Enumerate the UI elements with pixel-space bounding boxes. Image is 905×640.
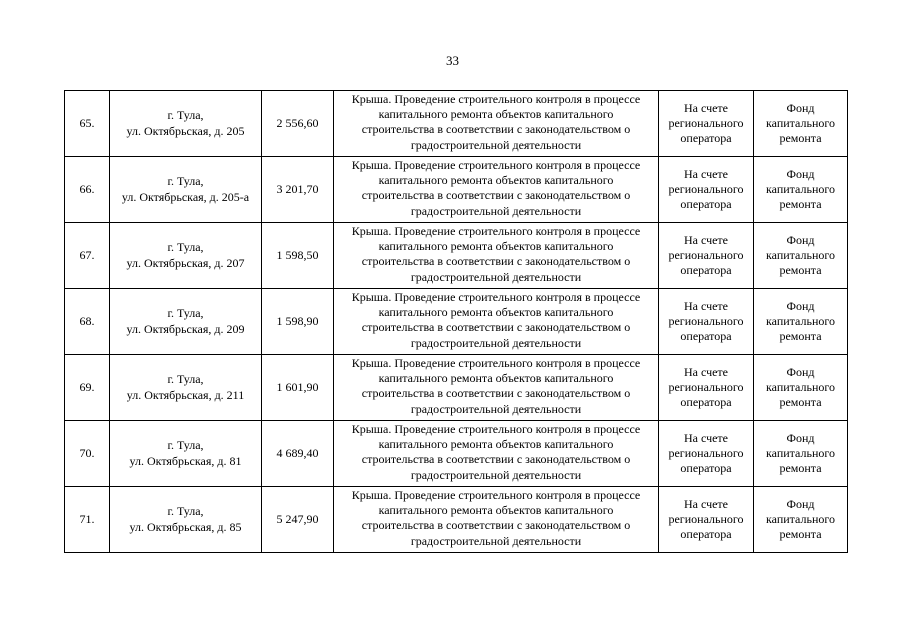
funding-source-line: капитального bbox=[766, 313, 835, 328]
funding-source-cell bbox=[754, 487, 848, 553]
work-description-line: Крыша. Проведение строительного контроля в процессе bbox=[351, 356, 641, 370]
table-row bbox=[65, 223, 848, 289]
area-cell bbox=[262, 91, 334, 157]
table-row bbox=[65, 91, 848, 157]
account-method-line: оператора bbox=[680, 131, 732, 146]
account-method-cell bbox=[659, 157, 754, 223]
funding-source-line: Фонд bbox=[786, 100, 815, 115]
work-description-line: Крыша. Проведение строительного контроля в процессе bbox=[351, 224, 641, 238]
account-method-line: На счете bbox=[683, 298, 728, 313]
table-body bbox=[65, 91, 848, 553]
account-method-line: На счете bbox=[683, 166, 728, 181]
work-description-line: строительства в соответствии с законодательством о bbox=[361, 188, 631, 203]
funding-source-line: Фонд bbox=[786, 298, 815, 313]
row-number-cell bbox=[65, 157, 110, 223]
address-city: г. Тула, bbox=[167, 306, 204, 321]
work-description-line: градостроительной деятельности bbox=[410, 467, 582, 482]
work-description-line: капитального ремонта объектов капитального bbox=[378, 305, 614, 320]
work-description-cell bbox=[334, 157, 659, 223]
row-number-cell bbox=[65, 223, 110, 289]
work-description-line: капитального ремонта объектов капитального bbox=[378, 107, 614, 122]
address-cell bbox=[110, 289, 262, 355]
area-cell bbox=[262, 223, 334, 289]
work-description-line: капитального ремонта объектов капитального bbox=[378, 173, 614, 188]
account-method-cell bbox=[659, 355, 754, 421]
funding-source-cell bbox=[754, 421, 848, 487]
address-city: г. Тула, bbox=[167, 504, 204, 519]
area-value: 4 689,40 bbox=[276, 445, 319, 460]
row-number: 70. bbox=[79, 445, 95, 460]
work-description-line: градостроительной деятельности bbox=[410, 203, 582, 218]
address-street: ул. Октябрьская, д. 211 bbox=[126, 387, 245, 402]
work-description-line: градостроительной деятельности bbox=[410, 335, 582, 350]
address-street: ул. Октябрьская, д. 205 bbox=[126, 123, 245, 138]
address-street: ул. Октябрьская, д. 81 bbox=[129, 453, 242, 468]
account-method-line: оператора bbox=[680, 329, 732, 344]
funding-source-line: Фонд bbox=[786, 364, 815, 379]
work-description-line: Крыша. Проведение строительного контроля в процессе bbox=[351, 488, 641, 502]
address-cell bbox=[110, 355, 262, 421]
work-description-line: Крыша. Проведение строительного контроля в процессе bbox=[351, 158, 641, 172]
row-number-cell bbox=[65, 421, 110, 487]
funding-source-cell bbox=[754, 289, 848, 355]
address-city: г. Тула, bbox=[167, 108, 204, 123]
row-number: 65. bbox=[79, 115, 95, 130]
work-description-line: строительства в соответствии с законодательством о bbox=[361, 386, 631, 401]
account-method-line: регионального bbox=[668, 181, 744, 196]
address-street: ул. Октябрьская, д. 85 bbox=[129, 519, 242, 534]
row-number-cell bbox=[65, 487, 110, 553]
row-number: 71. bbox=[79, 511, 95, 526]
capital-repair-table bbox=[64, 90, 848, 553]
address-city: г. Тула, bbox=[167, 372, 204, 387]
address-street: ул. Октябрьская, д. 207 bbox=[126, 255, 245, 270]
area-value: 1 601,90 bbox=[276, 379, 319, 394]
work-description-line: градостроительной деятельности bbox=[410, 269, 582, 284]
address-cell bbox=[110, 157, 262, 223]
area-cell bbox=[262, 157, 334, 223]
row-number-cell bbox=[65, 355, 110, 421]
address-street: ул. Октябрьская, д. 209 bbox=[126, 321, 245, 336]
row-number: 67. bbox=[79, 247, 95, 262]
account-method-cell bbox=[659, 421, 754, 487]
row-number-cell bbox=[65, 289, 110, 355]
address-city: г. Тула, bbox=[167, 240, 204, 255]
funding-source-line: ремонта bbox=[779, 131, 822, 146]
funding-source-cell bbox=[754, 91, 848, 157]
row-number-cell bbox=[65, 91, 110, 157]
funding-source-line: капитального bbox=[766, 115, 835, 130]
account-method-line: оператора bbox=[680, 197, 732, 212]
funding-source-line: ремонта bbox=[779, 263, 822, 278]
funding-source-cell bbox=[754, 223, 848, 289]
work-description-cell bbox=[334, 289, 659, 355]
area-value: 1 598,90 bbox=[276, 313, 319, 328]
work-description-cell bbox=[334, 223, 659, 289]
work-description-line: градостроительной деятельности bbox=[410, 137, 582, 152]
work-description-line: строительства в соответствии с законодательством о bbox=[361, 254, 631, 269]
funding-source-line: капитального bbox=[766, 379, 835, 394]
work-description-line: градостроительной деятельности bbox=[410, 401, 582, 416]
account-method-line: регионального bbox=[668, 511, 744, 526]
table-row bbox=[65, 421, 848, 487]
area-cell bbox=[262, 289, 334, 355]
work-description-line: капитального ремонта объектов капитального bbox=[378, 437, 614, 452]
account-method-cell bbox=[659, 487, 754, 553]
account-method-line: На счете bbox=[683, 364, 728, 379]
funding-source-line: ремонта bbox=[779, 527, 822, 542]
work-description-line: градостроительной деятельности bbox=[410, 533, 582, 548]
address-street: ул. Октябрьская, д. 205-а bbox=[121, 189, 250, 204]
work-description-line: строительства в соответствии с законодательством о bbox=[361, 320, 631, 335]
funding-source-cell bbox=[754, 355, 848, 421]
account-method-line: оператора bbox=[680, 527, 732, 542]
account-method-line: регионального bbox=[668, 379, 744, 394]
area-value: 2 556,60 bbox=[276, 115, 319, 130]
work-description-line: Крыша. Проведение строительного контроля в процессе bbox=[351, 92, 641, 106]
funding-source-line: ремонта bbox=[779, 197, 822, 212]
area-cell bbox=[262, 421, 334, 487]
work-description-cell bbox=[334, 355, 659, 421]
work-description-line: капитального ремонта объектов капитального bbox=[378, 503, 614, 518]
area-cell bbox=[262, 487, 334, 553]
area-value: 1 598,50 bbox=[276, 247, 319, 262]
funding-source-cell bbox=[754, 157, 848, 223]
account-method-cell bbox=[659, 223, 754, 289]
address-cell bbox=[110, 223, 262, 289]
account-method-line: оператора bbox=[680, 461, 732, 476]
funding-source-line: капитального bbox=[766, 247, 835, 262]
work-description-line: Крыша. Проведение строительного контроля в процессе bbox=[351, 422, 641, 436]
table-row bbox=[65, 355, 848, 421]
row-number: 69. bbox=[79, 379, 95, 394]
funding-source-line: Фонд bbox=[786, 166, 815, 181]
funding-source-line: капитального bbox=[766, 511, 835, 526]
address-cell bbox=[110, 487, 262, 553]
account-method-line: На счете bbox=[683, 100, 728, 115]
row-number: 68. bbox=[79, 313, 95, 328]
work-description-cell bbox=[334, 421, 659, 487]
account-method-cell bbox=[659, 91, 754, 157]
area-cell bbox=[262, 355, 334, 421]
account-method-line: регионального bbox=[668, 313, 744, 328]
work-description-cell bbox=[334, 91, 659, 157]
funding-source-line: Фонд bbox=[786, 232, 815, 247]
account-method-cell bbox=[659, 289, 754, 355]
area-value: 3 201,70 bbox=[276, 181, 319, 196]
table-row bbox=[65, 157, 848, 223]
work-description-line: капитального ремонта объектов капитального bbox=[378, 371, 614, 386]
table-row bbox=[65, 289, 848, 355]
address-cell bbox=[110, 91, 262, 157]
funding-source-line: Фонд bbox=[786, 430, 815, 445]
funding-source-line: ремонта bbox=[779, 329, 822, 344]
area-value: 5 247,90 bbox=[276, 511, 319, 526]
address-city: г. Тула, bbox=[167, 438, 204, 453]
account-method-line: На счете bbox=[683, 496, 728, 511]
funding-source-line: капитального bbox=[766, 445, 835, 460]
table-row bbox=[65, 487, 848, 553]
account-method-line: На счете bbox=[683, 232, 728, 247]
funding-source-line: ремонта bbox=[779, 461, 822, 476]
address-city: г. Тула, bbox=[167, 174, 204, 189]
work-description-line: капитального ремонта объектов капитального bbox=[378, 239, 614, 254]
row-number: 66. bbox=[79, 181, 95, 196]
account-method-line: регионального bbox=[668, 115, 744, 130]
account-method-line: На счете bbox=[683, 430, 728, 445]
page-number: 33 bbox=[446, 53, 459, 68]
account-method-line: регионального bbox=[668, 247, 744, 262]
funding-source-line: капитального bbox=[766, 181, 835, 196]
work-description-line: строительства в соответствии с законодательством о bbox=[361, 518, 631, 533]
address-cell bbox=[110, 421, 262, 487]
funding-source-line: Фонд bbox=[786, 496, 815, 511]
work-description-line: Крыша. Проведение строительного контроля в процессе bbox=[351, 290, 641, 304]
account-method-line: оператора bbox=[680, 263, 732, 278]
account-method-line: регионального bbox=[668, 445, 744, 460]
funding-source-line: ремонта bbox=[779, 395, 822, 410]
work-description-line: строительства в соответствии с законодательством о bbox=[361, 452, 631, 467]
work-description-cell bbox=[334, 487, 659, 553]
account-method-line: оператора bbox=[680, 395, 732, 410]
work-description-line: строительства в соответствии с законодательством о bbox=[361, 122, 631, 137]
